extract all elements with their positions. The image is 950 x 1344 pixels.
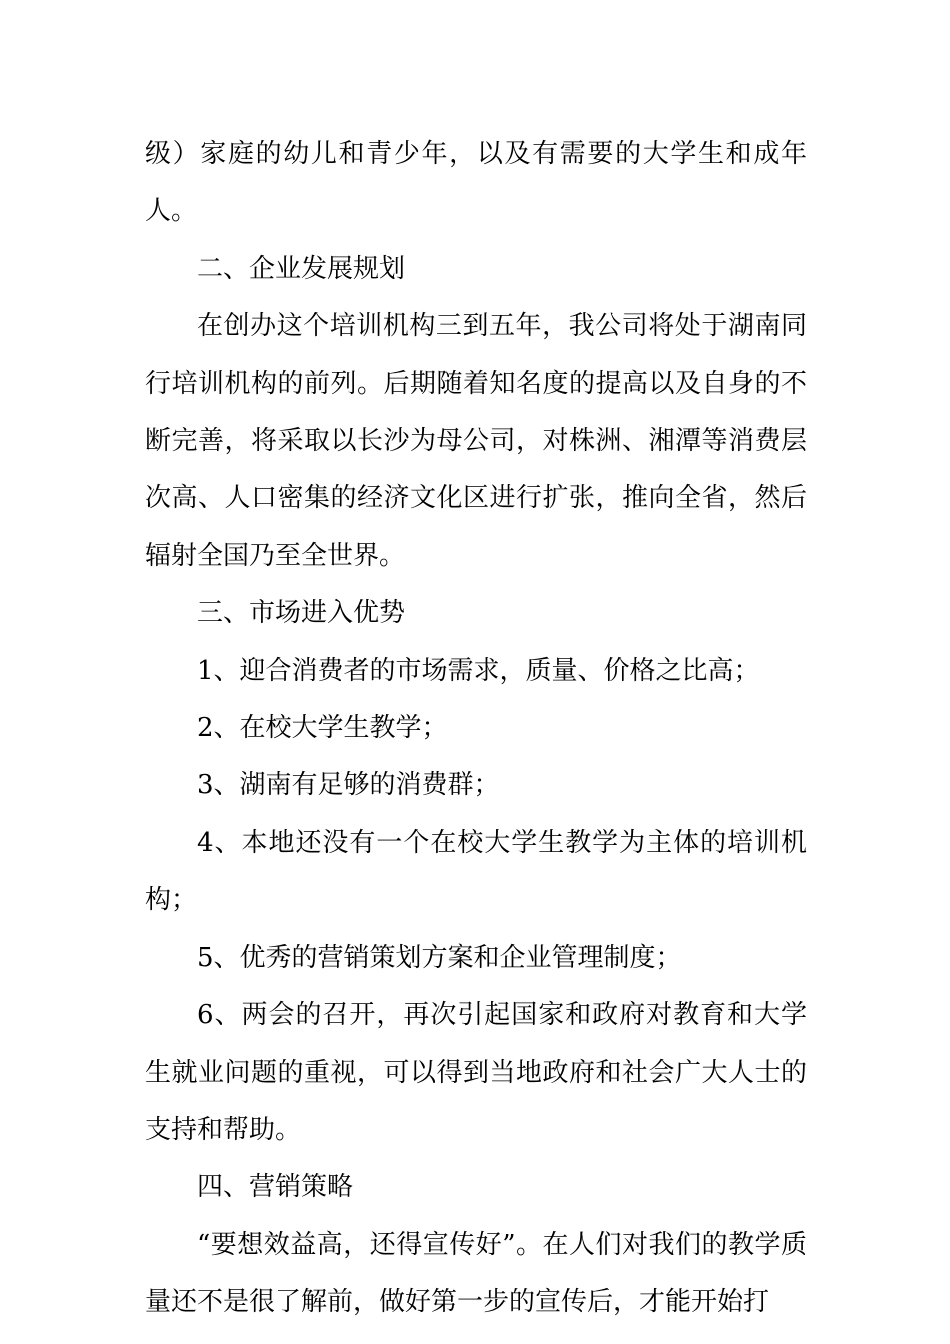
document-body [145,126,807,1332]
section-heading-market-advantages: 三、市场进入优势 [197,598,406,629]
list-item-advantage-2: 2、在校大学生教学； [197,713,448,744]
list-item-advantage-5: 5、优秀的营销策划方案和企业管理制度； [197,942,682,973]
paragraph-marketing-strategy: “要想效益高，还得宣传好”。在人们对我们的教学质量还不是很了解前，做好第一步的宣传后，才能开始打 [145,1229,807,1318]
list-item-advantage-4: 4、本地还没有一个在校大学生教学为主体的培训机构； [145,827,807,916]
list-item-advantage-6: 6、两会的召开，再次引起国家和政府对教育和大学生就业问题的重视，可以得到当地政府和社会广大人士的支持和帮助。 [145,1000,807,1145]
paragraph-continuation: 级）家庭的幼儿和青少年，以及有需要的大学生和成年人。 [145,139,807,227]
section-heading-development-plan: 二、企业发展规划 [197,253,406,284]
list-item-advantage-1: 1、迎合消费者的市场需求，质量、价格之比高； [197,655,760,686]
paragraph-development-plan: 在创办这个培训机构三到五年，我公司将处于湖南同行培训机构的前列。后期随着知名度的提高以及自身的不断完善，将采取以长沙为母公司，对株洲、湘潭等消费层次高、人口密集的经济文化区进行扩张，推向全省，然后辐射全国乃至全世界。 [145,311,807,571]
section-heading-marketing-strategy: 四、营销策略 [197,1172,354,1203]
list-item-advantage-3: 3、湖南有足够的消费群； [197,770,500,801]
